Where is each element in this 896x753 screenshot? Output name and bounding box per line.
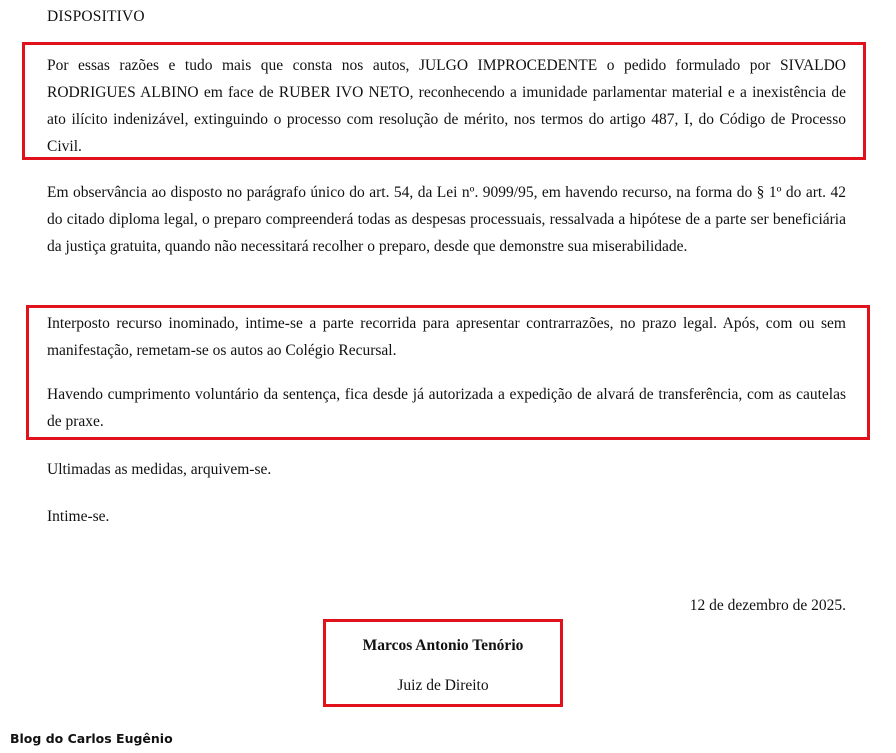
paragraph-notify: Intime-se. (47, 508, 110, 525)
document-date: 12 de dezembro de 2025. (689, 597, 846, 614)
section-heading: DISPOSITIVO (47, 8, 145, 25)
paragraph-appeal-costs: Em observância ao disposto no parágrafo único do art. 54, da Lei nº. 9099/95, em havendo recurso, na forma do § 1º do art. 42 do citado diploma legal, o preparo compreenderá todas as despesas processuais, ressalvada a hipótese de a parte ser beneficiária da justiça gratuita, quando não necessitará recolher o preparo, desde que demonstre sua miserabilidade. (47, 184, 846, 255)
paragraph-archive: Ultimadas as medidas, arquivem-se. (47, 461, 272, 478)
paragraph-judgment: Por essas razões e tudo mais que consta nos autos, JULGO IMPROCEDENTE o pedido formulado por SIVALDO RODRIGUES ALBINO em face de RUBER IVO NETO, reconhecendo a imunidade parlamentar material e a inexistência de ato ilícito indenizável, extinguindo o processo com resolução de mérito, nos termos do artigo 487, I, do Código de Processo Civil. (47, 57, 846, 155)
paragraph-voluntary-compliance: Havendo cumprimento voluntário da sentença, fica desde já autorizada a expedição de alvará de transferência, com as cautelas de praxe. (47, 386, 846, 430)
paragraph-appeal-filed: Interposto recurso inominado, intime-se a parte recorrida para apresentar contrarrazões, no prazo legal. Após, com ou sem manifestação, remetam-se os autos ao Colégio Recursal. (47, 315, 846, 359)
blog-watermark: Blog do Carlos Eugênio (10, 731, 173, 746)
signature-title: Juiz de Direito (397, 677, 489, 694)
signature-name: Marcos Antonio Tenório (362, 637, 524, 654)
